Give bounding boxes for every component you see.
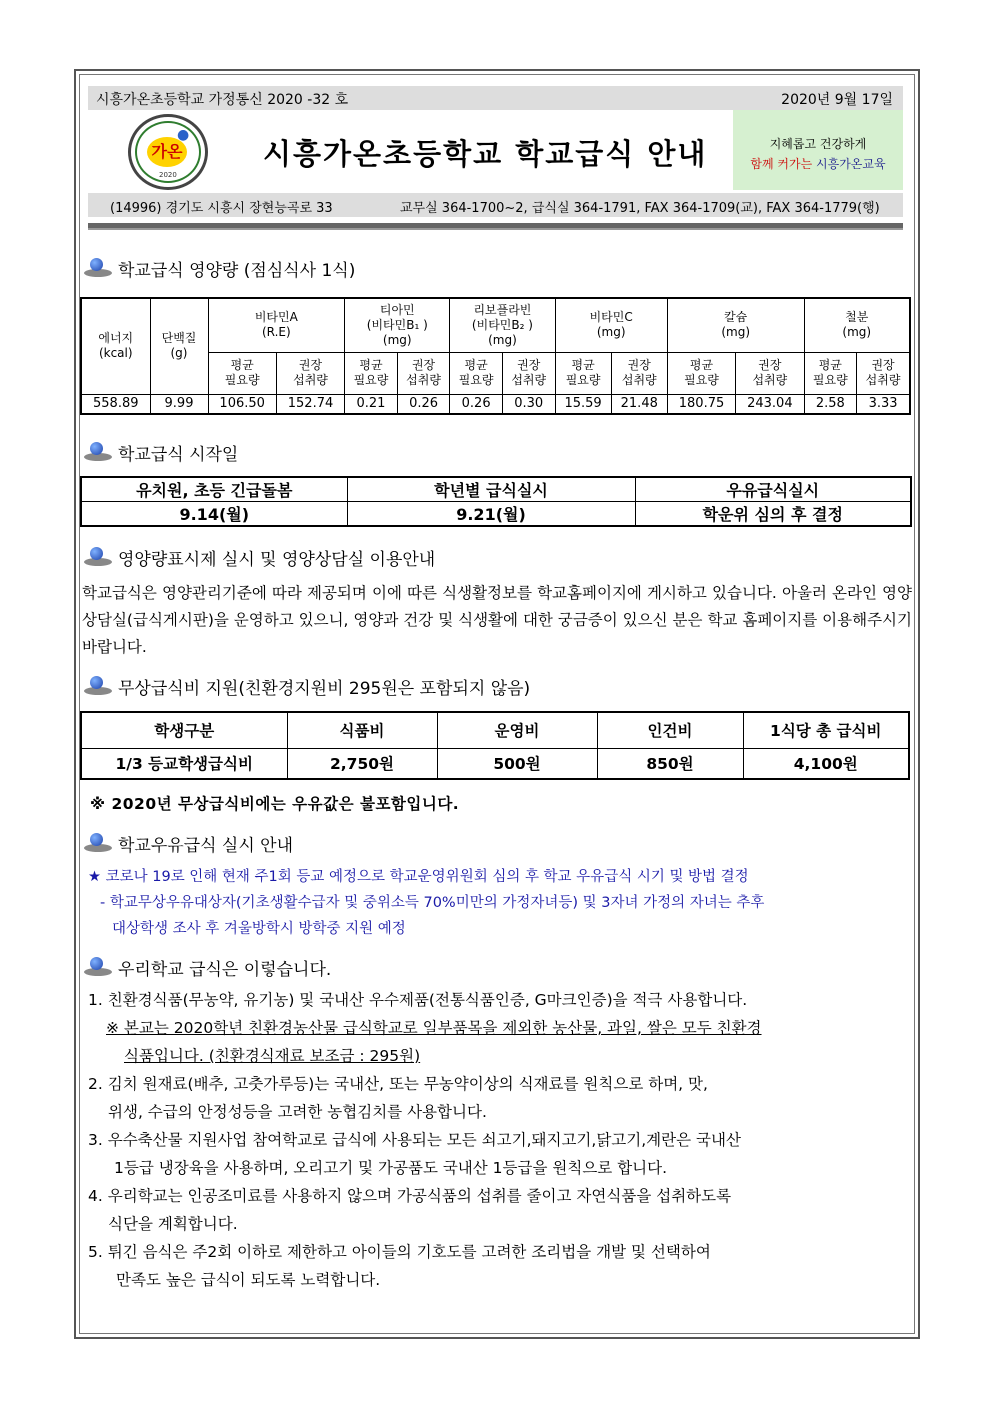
- meal-header: 식품비: [287, 712, 437, 748]
- start-date-table: [80, 476, 912, 527]
- section-ours-title: 우리학교 급식은 이렇습니다.: [118, 960, 332, 980]
- riboflavin-header: 리보플라빈 (비타민B₂ ) (mg): [450, 298, 555, 352]
- pin-icon: [82, 442, 116, 464]
- slogan-box: [733, 110, 903, 190]
- header-divider: [88, 223, 903, 230]
- slogan-part-b: 시흥가온교육: [816, 157, 886, 171]
- slogan-part-a: 함께 커가는: [750, 157, 813, 171]
- list-item: 1. 친환경식품(무농약, 유기농) 및 국내산 우수제품(전통식품인증, G마크인증)을 적극 사용합니다.: [88, 991, 748, 1009]
- newsletter-bar: [88, 86, 903, 110]
- section-label-title: 영양량표시제 실시 및 영양상담실 이용안내: [118, 550, 436, 570]
- section-milk-heading: [82, 831, 293, 856]
- meal-value: 1/3 등교학생급식비: [81, 748, 287, 779]
- newsletter-number: 시흥가온초등학교 가정통신 2020 -32 호: [96, 92, 349, 108]
- issue-date: 2020년 9월 17일: [781, 92, 893, 108]
- pin-icon: [82, 676, 116, 698]
- pin-icon: [82, 258, 116, 280]
- pin-icon: [82, 833, 116, 855]
- nutrition-table: [80, 297, 911, 415]
- free-meal-note: ※ 2020년 무상급식비에는 우유값은 불포함입니다.: [90, 795, 460, 813]
- value-cell: 180.75: [667, 394, 735, 414]
- start-value: 9.14(월): [81, 502, 347, 527]
- sub-avg: 평균 필요량: [208, 352, 276, 394]
- protein-header: 단백질 (g): [150, 298, 208, 394]
- sub-avg: 평균 필요량: [555, 352, 611, 394]
- list-item: 위생, 수급의 안정성등을 고려한 농협김치를 사용합니다.: [108, 1103, 487, 1121]
- value-cell: 15.59: [555, 394, 611, 414]
- meal-header: 1식당 총 급식비: [743, 712, 909, 748]
- meal-header: 운영비: [437, 712, 597, 748]
- start-value: 9.21(월): [347, 502, 635, 527]
- start-header: 유치원, 초등 긴급돌봄: [81, 477, 347, 502]
- title-row: [88, 110, 903, 190]
- pin-icon: [82, 957, 116, 979]
- sub-avg: 평균 필요량: [345, 352, 398, 394]
- energy-header: 에너지 (kcal): [81, 298, 150, 394]
- milk-line-2: - 학교무상우유대상자(기초생활수급자 및 중위소득 70%미만의 가정자녀등) 및 3자녀 가정의 자녀는 추후: [100, 895, 765, 911]
- sub-rec: 권장 섭취량: [857, 352, 910, 394]
- sub-rec: 권장 섭취량: [397, 352, 450, 394]
- section-ours-heading: [82, 955, 331, 980]
- list-item: 1등급 냉장육을 사용하며, 오리고기 및 가공품도 국내산 1등급을 원칙으로 합니다.: [114, 1159, 668, 1177]
- label-paragraph: 학교급식은 영양관리기준에 따라 제공되며 이에 따른 식생활정보를 학교홈페이지에 게시하고 있습니다. 아울러 온라인 영양상담실(급식게시판)을 운영하고 있으니, 영양과 건강 및 식생활에 대한 궁금증이 있으신 분은 학교 홈페이지를 이용해주시기 바랍니다.: [82, 584, 912, 656]
- logo-star-icon: ●: [177, 127, 190, 143]
- contact-numbers: 교무실 364-1700~2, 급식실 364-1791, FAX 364-1709(교), FAX 364-1779(행): [400, 201, 880, 216]
- value-cell: 3.33: [857, 394, 910, 414]
- sub-avg: 평균 필요량: [667, 352, 735, 394]
- meal-cost-table: [80, 711, 910, 780]
- address-bar: [88, 193, 903, 217]
- section-milk-title: 학교우유급식 실시 안내: [118, 836, 294, 856]
- list-item: 3. 우수축산물 지원사업 참여학교로 급식에 사용되는 모든 쇠고기,돼지고기,닭고기,계란은 국내산: [88, 1131, 741, 1149]
- value-cell: 0.26: [397, 394, 450, 414]
- pin-icon: [82, 547, 116, 569]
- list-item: 4. 우리학교는 인공조미료를 사용하지 않으며 가공식품의 섭취를 줄이고 자연식품을 섭취하도록: [88, 1187, 732, 1205]
- value-cell: 0.30: [502, 394, 555, 414]
- vitamin-c-header: 비타민C (mg): [555, 298, 667, 352]
- slogan-line-2: [733, 154, 903, 174]
- sub-rec: 권장 섭취량: [276, 352, 344, 394]
- section-nutrition-title: 학교급식 영양량 (점심식사 1식): [118, 261, 356, 281]
- value-cell: 0.26: [450, 394, 503, 414]
- school-logo: [128, 114, 208, 190]
- logo-year: 2020: [159, 171, 177, 179]
- logo-text: 가온: [147, 137, 187, 167]
- value-cell: 106.50: [208, 394, 276, 414]
- list-note: 식품입니다. (친환경식재료 보조금 : 295원): [124, 1047, 421, 1065]
- start-value: 학운위 심의 후 결정: [635, 502, 911, 527]
- vitamin-a-header: 비타민A (R.E): [208, 298, 345, 352]
- calcium-header: 칼슘 (mg): [667, 298, 804, 352]
- page-title: 시흥가온초등학교 학교급식 안내: [263, 137, 708, 171]
- start-header: 학년별 급식실시: [347, 477, 635, 502]
- value-cell: 21.48: [611, 394, 667, 414]
- start-header: 우유급식실시: [635, 477, 911, 502]
- meal-header: 인건비: [597, 712, 743, 748]
- section-nutrition-heading: [82, 256, 355, 281]
- list-item: 만족도 높은 급식이 되도록 노력합니다.: [116, 1271, 381, 1289]
- thiamin-header: 티아민 (비타민B₁ ) (mg): [345, 298, 450, 352]
- section-free-heading: [82, 674, 530, 699]
- policy-list: [88, 986, 908, 1294]
- section-free-title: 무상급식비 지원(친환경지원비 295원은 포함되지 않음): [118, 679, 531, 699]
- sub-rec: 권장 섭취량: [502, 352, 555, 394]
- section-start-heading: [82, 440, 238, 465]
- value-cell: 0.21: [345, 394, 398, 414]
- milk-line-1: ★ 코로나 19로 인해 현재 주1회 등교 예정으로 학교운영위원회 심의 후 학교 우유급식 시기 및 방법 결정: [88, 869, 749, 885]
- meal-value: 2,750원: [287, 748, 437, 779]
- list-note: ※ 본교는 2020학년 친환경농산물 급식학교로 일부품목을 제외한 농산물, 과일, 쌀은 모두 친환경: [106, 1019, 762, 1037]
- school-address: (14996) 경기도 시흥시 장현능곡로 33: [110, 201, 333, 216]
- sub-avg: 평균 필요량: [804, 352, 857, 394]
- iron-header: 철분 (mg): [804, 298, 910, 352]
- value-cell: 152.74: [276, 394, 344, 414]
- meal-value: 500원: [437, 748, 597, 779]
- sub-rec: 권장 섭취량: [611, 352, 667, 394]
- meal-value: 4,100원: [743, 748, 909, 779]
- list-item: 식단을 계획합니다.: [108, 1215, 238, 1233]
- section-label-heading: [82, 545, 435, 570]
- value-cell: 2.58: [804, 394, 857, 414]
- milk-line-3: 대상학생 조사 후 겨울방학시 방학중 지원 예정: [112, 921, 406, 937]
- meal-value: 850원: [597, 748, 743, 779]
- sub-rec: 권장 섭취량: [736, 352, 804, 394]
- list-item: 2. 김치 원재료(배추, 고춧가루등)는 국내산, 또는 무농약이상의 식재료를 원칙으로 하며, 맛,: [88, 1075, 708, 1093]
- value-cell: 9.99: [150, 394, 208, 414]
- meal-header: 학생구분: [81, 712, 287, 748]
- slogan-line-1: 지혜롭고 건강하게: [769, 137, 867, 151]
- list-item: 5. 튀긴 음식은 주2회 이하로 제한하고 아이들의 기호도를 고려한 조리법을 개발 및 선택하여: [88, 1243, 711, 1261]
- section-start-title: 학교급식 시작일: [118, 445, 239, 465]
- sub-avg: 평균 필요량: [450, 352, 503, 394]
- value-cell: 243.04: [736, 394, 804, 414]
- value-cell: 558.89: [81, 394, 150, 414]
